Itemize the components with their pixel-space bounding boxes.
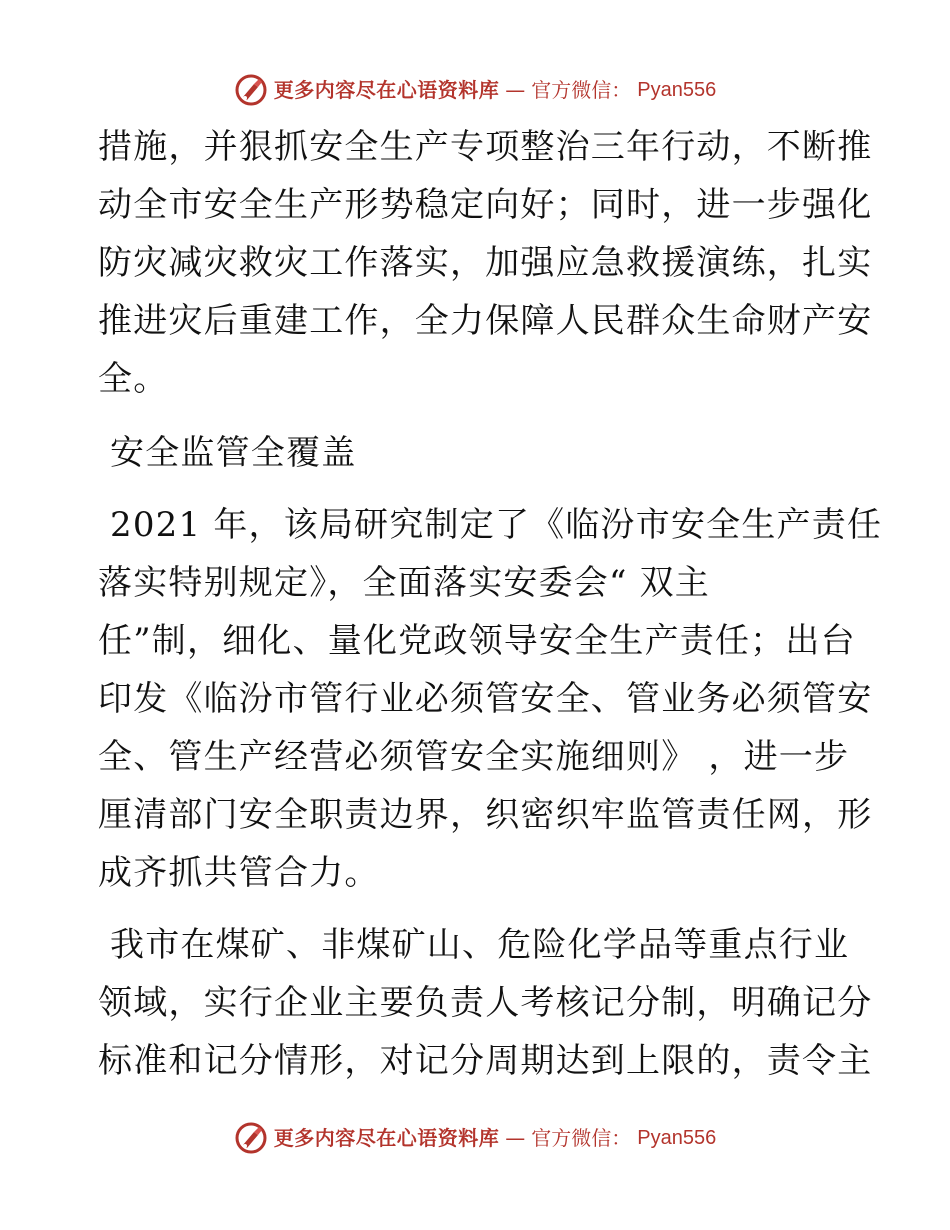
text-line: 标准和记分情形，对记分周期达到上限的，责令主 [98,1041,873,1081]
wechat-id: Pyan556 [637,1127,717,1149]
text-line: 任”制，细化、量化党政领导安全生产责任；出台 [98,621,856,661]
text-line: 防灾减灾救灾工作落实，加强应急救援演练，扎实 [98,243,873,283]
text-line: 2021 年，该局研究制定了《临汾市安全生产责任 [98,505,883,545]
banner-dash: — [505,78,526,102]
site-name: 更多内容尽在心语资料库 [273,78,500,102]
text-line: 我市在煤矿、非煤矿山、危险化学品等重点行业 [98,925,850,965]
text-line: 措施，并狠抓安全生产专项整治三年行动，不断推 [98,127,873,167]
heading-text: 安全监管全覆盖 [98,433,357,473]
text-line: 动全市安全生产形势稳定向好；同时，进一步强化 [98,185,873,225]
section-heading [98,424,858,482]
text-line: 厘清部门安全职责边界，织密织牢监管责任网，形 [98,795,873,835]
document-body [98,118,883,1090]
pen-nib-logo-icon [234,73,268,107]
site-name: 更多内容尽在心语资料库 [273,1126,500,1150]
text-line: 印发《临汾市管行业必须管安全、管业务必须管安 [98,679,873,719]
text-line: 落实特别规定》，全面落实安委会“ 双主 [98,563,710,603]
text-line: 全。 [98,359,169,399]
wechat-label: 官方微信： [531,78,632,102]
text-line: 成齐抓共管合力。 [98,853,380,893]
footer-watermark-banner [0,1118,950,1158]
wechat-label: 官方微信： [531,1126,632,1150]
paragraph-2021-regulations [98,496,883,902]
wechat-id: Pyan556 [637,79,717,101]
text-line: 领域，实行企业主要负责人考核记分制，明确记分 [98,983,873,1023]
text-line: 全、管生产经营必须管安全实施细则》 ，进一步 [98,737,850,777]
paragraph-measures [98,118,873,408]
banner-dash: — [505,1126,526,1150]
header-watermark-banner [0,70,950,110]
paragraph-key-industries [98,916,873,1090]
pen-nib-logo-icon [234,1121,268,1155]
text-line: 推进灾后重建工作，全力保障人民群众生命财产安 [98,301,873,341]
